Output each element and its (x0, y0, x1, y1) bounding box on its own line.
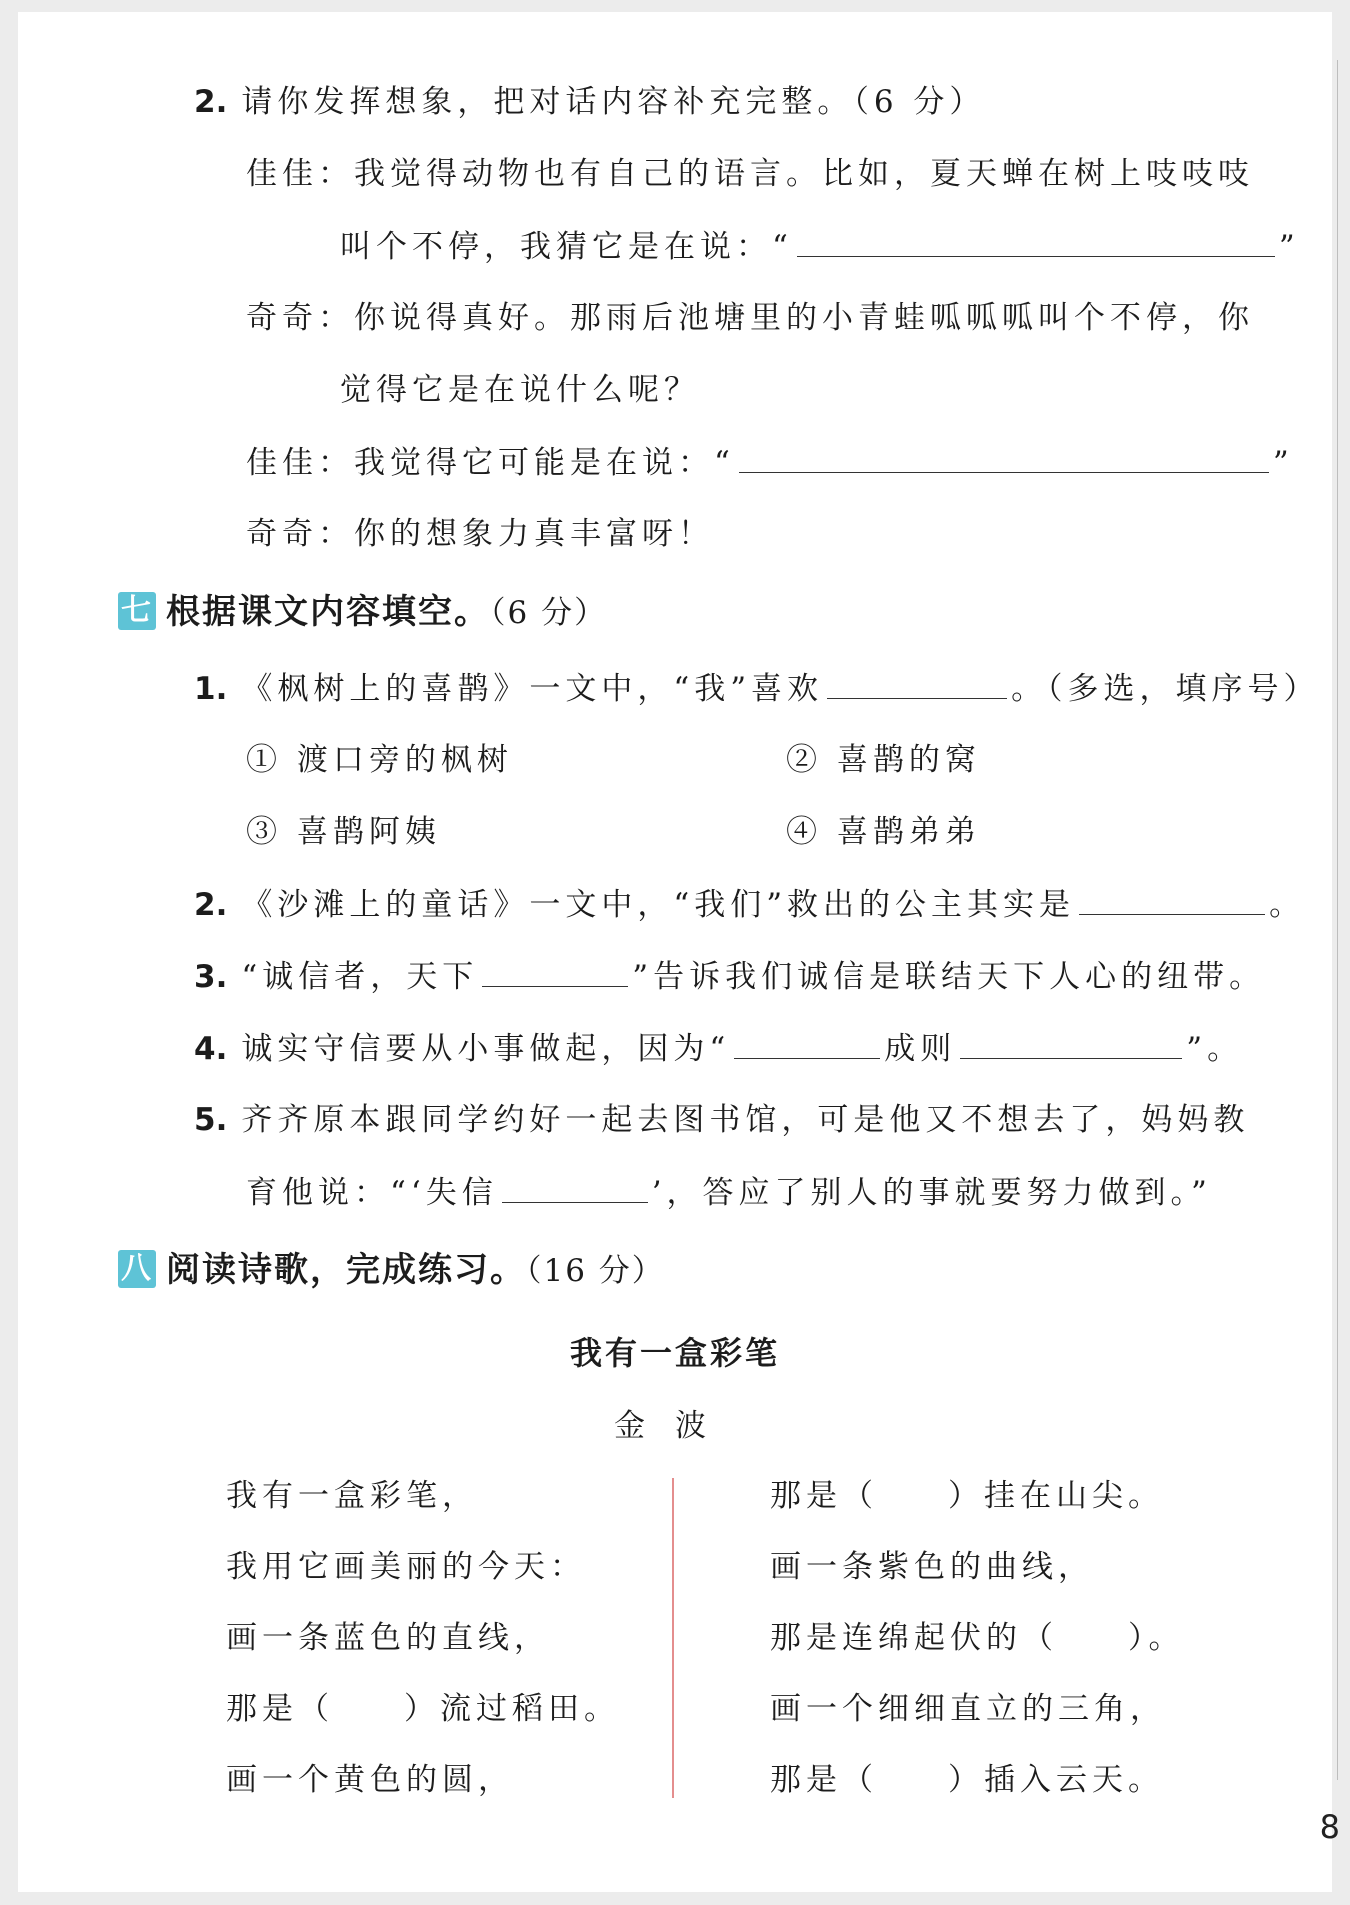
poem-left-line-4 (226, 1689, 620, 1729)
section-7-score: （6 分） (490, 595, 608, 631)
poem-right-line-3 (770, 1618, 1185, 1658)
poem-right-line-4: 画一个细细直立的三角， (770, 1691, 1166, 1727)
s7-q2-blank[interactable] (1079, 884, 1265, 915)
poem-left-line-3: 画一条蓝色的直线， (226, 1620, 550, 1656)
section-8-badge: 八 (118, 1250, 156, 1288)
close-quote-2: ” (1272, 445, 1294, 481)
s7-q3 (194, 956, 1265, 997)
poem-title: 我有一盒彩笔 (569, 1334, 780, 1372)
s7-q2-text-a: 《沙滩上的童话》一文中，“我们”救出的公主其实是 (241, 887, 1076, 923)
section-8-score: （16 分） (526, 1253, 665, 1289)
s7-q3-text-b: ”告诉我们诚信是联结天下人心的纽带。 (632, 959, 1266, 995)
dialogue-line-4: 奇奇：你的想象力真丰富呀！ (246, 516, 714, 552)
frog-answer-blank[interactable] (739, 442, 1269, 473)
dialogue-line-2a: 奇奇：你说得真好。那雨后池塘里的小青蛙呱呱呱叫个不停，你 (246, 300, 1254, 336)
s7-q4-text-c: ”。 (1186, 1031, 1244, 1067)
s7-q1-text-b: 。（多选，填序号） (1011, 671, 1320, 707)
s7-q5-text-a: 齐齐原本跟同学约好一起去图书馆，可是他又不想去了，妈妈教 (241, 1102, 1250, 1138)
s7-q1-text-a: 《枫树上的喜鹊》一文中，“我”喜欢 (241, 671, 824, 707)
s7-q4 (194, 1028, 1243, 1069)
s7-q1-blank[interactable] (827, 668, 1007, 699)
poem-right-line-5a: 那是（ (770, 1762, 878, 1798)
dialogue-line-1b (340, 226, 1300, 267)
section-7-badge: 七 (118, 592, 156, 630)
dialogue-line-1a: 佳佳：我觉得动物也有自己的语言。比如，夏天蝉在树上吱吱吱 (246, 156, 1254, 192)
s7-q4-number: 4. (194, 1031, 228, 1067)
poem-right-line-3a: 那是连绵起伏的（ (770, 1620, 1058, 1656)
s7-q4-text-b: 成则 (884, 1031, 957, 1067)
dialogue-line-3 (246, 442, 1294, 483)
poem-left-line-4a: 那是（ (226, 1691, 334, 1727)
s7-q3-number: 3. (194, 959, 228, 995)
cicada-answer-blank[interactable] (797, 226, 1275, 257)
s7-q1-number: 1. (194, 671, 228, 707)
poem-right-line-2: 画一条紫色的曲线， (770, 1549, 1094, 1585)
poem-right-line-3b: ）。 (1128, 1620, 1185, 1656)
s7-q1-option-4: ④ 喜鹊弟弟 (786, 814, 981, 850)
section-7-heading (118, 590, 607, 635)
poem-right-line-5 (770, 1760, 1164, 1800)
s7-q5-line-1 (194, 1100, 1249, 1140)
poem-right-line-1 (770, 1476, 1164, 1516)
s7-q2 (194, 884, 1305, 925)
s7-q1-option-3: ③ 喜鹊阿姨 (246, 814, 441, 850)
q6-2-prompt (194, 82, 985, 122)
s7-q5-blank[interactable] (502, 1172, 648, 1203)
s7-q4-text-a: 诚实守信要从小事做起，因为“ (241, 1031, 731, 1067)
s7-q5-text-b: 育他说：“‘失信 (246, 1175, 498, 1211)
dialogue-line-2b: 觉得它是在说什么呢？ (340, 372, 700, 408)
section-8-title: 阅读诗歌，完成练习。 (166, 1250, 526, 1290)
q6-2-number: 2. (194, 84, 228, 120)
dialogue-line-3-text: 佳佳：我觉得它可能是在说：“ (246, 445, 735, 481)
s7-q3-blank[interactable] (482, 956, 628, 987)
s7-q1 (194, 668, 1320, 709)
poem-right-line-1b: ）挂在山尖。 (948, 1478, 1164, 1514)
s7-q1-option-2: ② 喜鹊的窝 (786, 742, 981, 778)
section-8-heading (118, 1248, 665, 1293)
page-number: 8 (1319, 1808, 1340, 1846)
page-edge-line (1337, 60, 1338, 1780)
s7-q3-text-a: “诚信者，天下 (241, 959, 479, 995)
section-7-title: 根据课文内容填空。 (166, 592, 490, 632)
poem-author: 金波 (614, 1408, 736, 1444)
poem-left-line-5: 画一个黄色的圆， (226, 1762, 514, 1798)
q6-2-prompt-text: 请你发挥想象，把对话内容补充完整。（6 分） (241, 84, 986, 120)
s7-q5-text-c: ’，答应了别人的事就要努力做到。” (651, 1175, 1212, 1211)
s7-q1-option-1: ① 渡口旁的枫树 (246, 742, 513, 778)
poem-right-line-5b: ）插入云天。 (948, 1762, 1164, 1798)
poem-left-line-4b: ）流过稻田。 (404, 1691, 620, 1727)
s7-q4-blank-2[interactable] (960, 1028, 1182, 1059)
s7-q5-number: 5. (194, 1102, 228, 1138)
dialogue-line-1b-text: 叫个不停，我猜它是在说：“ (340, 229, 793, 265)
poem-column-divider (672, 1478, 674, 1798)
poem-left-line-2: 我用它画美丽的今天： (226, 1549, 586, 1585)
poem-left-line-1: 我有一盒彩笔， (226, 1478, 478, 1514)
close-quote-1: ” (1278, 229, 1300, 265)
worksheet-page (18, 12, 1332, 1892)
s7-q2-number: 2. (194, 887, 228, 923)
s7-q2-text-b: 。 (1269, 887, 1306, 923)
poem-right-line-1a: 那是（ (770, 1478, 878, 1514)
s7-q5-line-2 (246, 1172, 1212, 1213)
s7-q4-blank-1[interactable] (734, 1028, 880, 1059)
